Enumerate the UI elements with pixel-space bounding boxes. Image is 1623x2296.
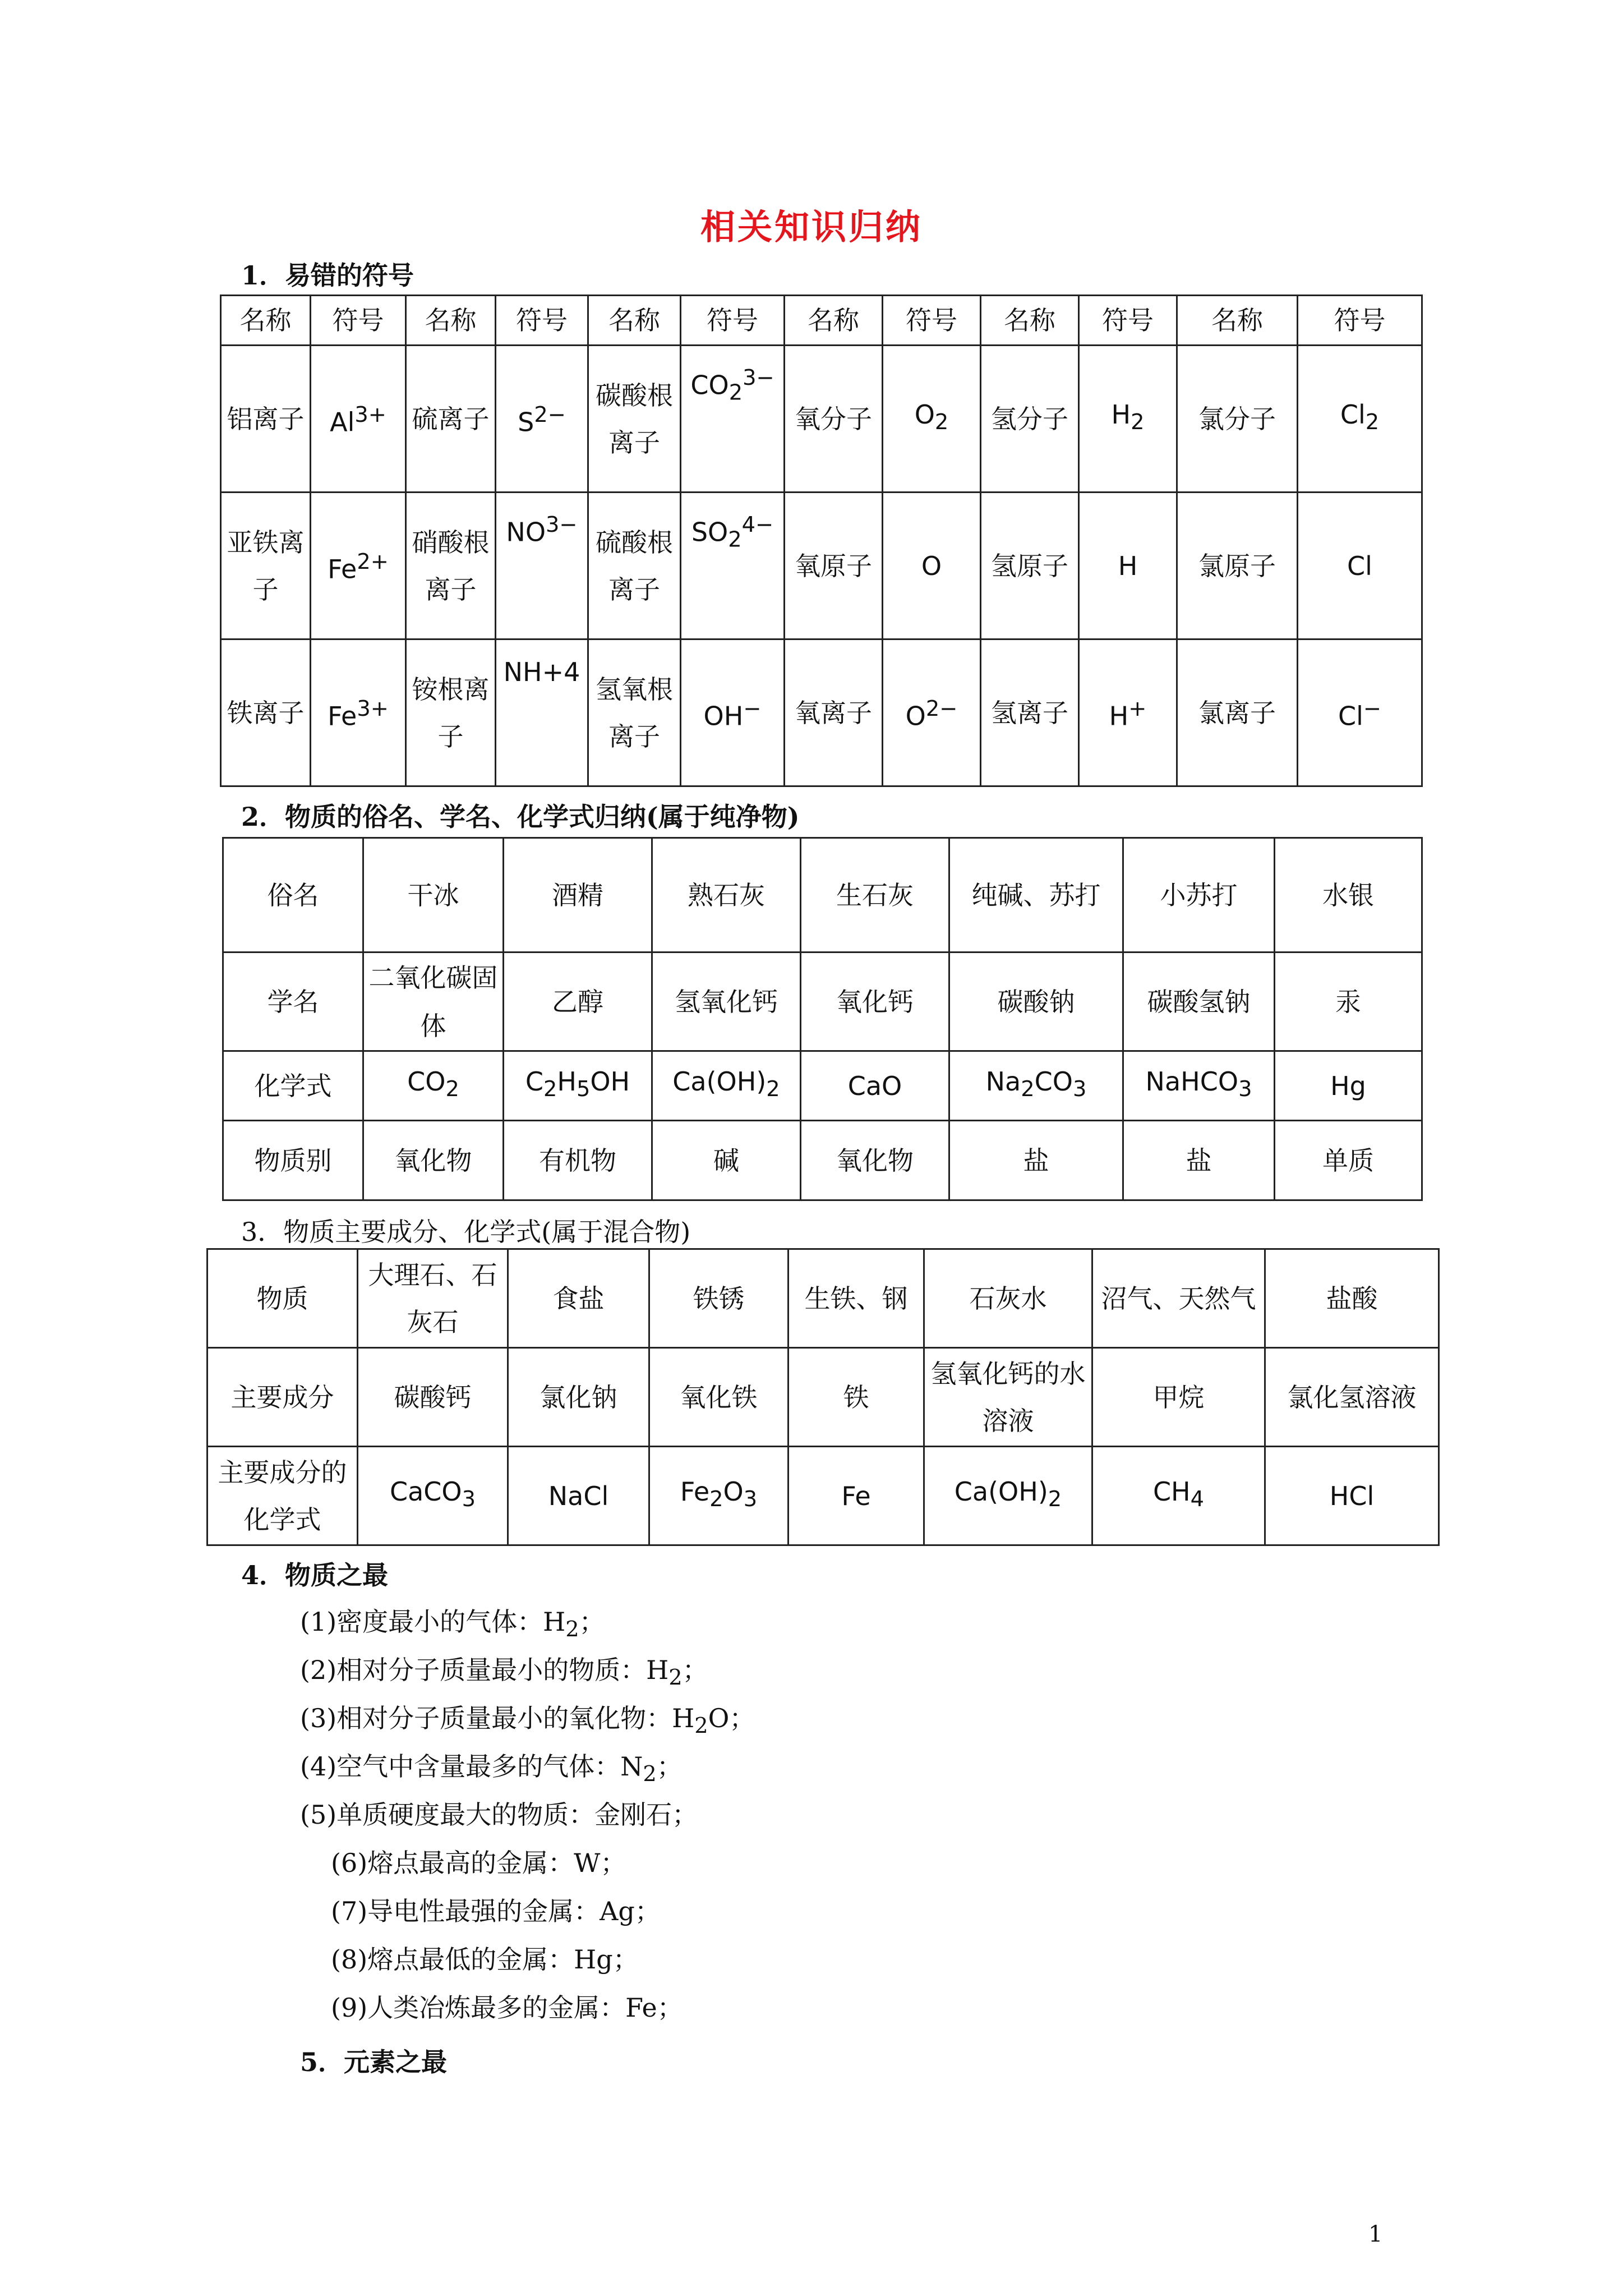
symbol-cell: 氢原子: [981, 493, 1079, 639]
mixture-cell: 氯化钠: [508, 1348, 649, 1447]
symbol-header-cell: 名称: [221, 296, 311, 346]
section3-heading: 3．物质主要成分、化学式(属于混合物): [241, 1217, 691, 1247]
mixture-cell: 盐酸: [1265, 1249, 1439, 1348]
page-number: 1: [1368, 2221, 1383, 2247]
symbol-cell: 铝离子: [221, 346, 311, 493]
pure-substance-cell: 小苏打: [1123, 838, 1275, 953]
mixture-cell: Fe: [789, 1447, 924, 1545]
symbol-cell: 氧原子: [785, 493, 883, 639]
superlative-item: (8)熔点最低的金属：Hg；: [331, 1944, 639, 1975]
symbol-cell: 氢氧根离子: [588, 639, 681, 786]
symbol-cell: 氧离子: [785, 639, 883, 786]
mixture-cell: CaCO$_3$: [358, 1447, 508, 1545]
pure-substance-cell: 熟石灰: [652, 838, 801, 953]
pure-substance-cell: 化学式: [223, 1051, 363, 1121]
symbol-cell: H: [1079, 493, 1177, 639]
pure-substance-cell: 物质别: [223, 1121, 363, 1200]
mixture-cell: 铁: [789, 1348, 924, 1447]
pure-substance-cell: $Na_2CO_3$: [949, 1051, 1123, 1121]
pure-substance-cell: 氧化物: [363, 1121, 504, 1200]
symbol-cell: $NO^{3-}$: [496, 493, 588, 639]
symbol-cell: 氢离子: [981, 639, 1079, 786]
pure-substance-cell: 生石灰: [801, 838, 949, 953]
symbol-cell: $O_2$: [883, 346, 981, 493]
symbol-cell: 氢分子: [981, 346, 1079, 493]
superlative-item: (6)熔点最高的金属：W；: [331, 1848, 626, 1878]
symbol-header-cell: 符号: [1298, 296, 1422, 346]
mixture-cell: HCl: [1265, 1447, 1439, 1545]
symbol-header-cell: 名称: [1177, 296, 1298, 346]
symbol-header-cell: 符号: [883, 296, 981, 346]
symbol-header-cell: 符号: [496, 296, 588, 346]
pure-substance-cell: 乙醇: [504, 953, 652, 1051]
section5-heading: 5．元素之最: [300, 2047, 448, 2077]
superlative-item: (4)空气中含量最多的气体：$N_2$；: [300, 1751, 683, 1787]
page-title: 相关知识归纳: [700, 206, 923, 247]
symbol-header-cell: 符号: [1079, 296, 1177, 346]
mixture-cell: 碳酸钙: [358, 1348, 508, 1447]
pure-substance-cell: 汞: [1275, 953, 1422, 1051]
pure-substance-cell: 纯碱、苏打: [949, 838, 1123, 953]
pure-substance-cell: 盐: [949, 1121, 1123, 1200]
section2-heading: 2．物质的俗名、学名、化学式归纳(属于纯净物): [241, 802, 800, 832]
mixture-cell: 氯化氢溶液: [1265, 1348, 1439, 1447]
superlative-item: (7)导电性最强的金属：Ag；: [331, 1896, 661, 1926]
mixture-cell: $Fe_2O_3$: [649, 1447, 789, 1545]
symbol-cell: Cl: [1298, 493, 1422, 639]
symbol-cell: $Fe^{2+}$: [311, 493, 406, 639]
pure-substance-cell: $Ca(OH)_2$: [652, 1051, 801, 1121]
mixture-cell: 氢氧化钙的水溶液: [924, 1348, 1092, 1447]
mixture-cell: 大理石、石灰石: [358, 1249, 508, 1348]
symbol-cell: $SO_2^{4-}$: [681, 493, 785, 639]
pure-substance-cell: 二氧化碳固体: [363, 953, 504, 1051]
pure-substance-cell: 碱: [652, 1121, 801, 1200]
symbol-cell: 氯离子: [1177, 639, 1298, 786]
symbol-cell: O: [883, 493, 981, 639]
mixture-cell: 氧化铁: [649, 1348, 789, 1447]
symbol-cell: 铵根离子: [406, 639, 496, 786]
section1-heading: 1．易错的符号: [241, 260, 414, 291]
pure-substance-cell: 氧化物: [801, 1121, 949, 1200]
symbol-cell: $CO_2^{3-}$: [681, 346, 785, 493]
mixture-table: [206, 1248, 1440, 1546]
symbol-cell: $Al^{3+}$: [311, 346, 406, 493]
mixture-cell: 食盐: [508, 1249, 649, 1348]
mixture-cell: 铁锈: [649, 1249, 789, 1348]
pure-substance-cell: 氢氧化钙: [652, 953, 801, 1051]
pure-substance-cell: 碳酸氢钠: [1123, 953, 1275, 1051]
pure-substance-cell: 水银: [1275, 838, 1422, 953]
mixture-cell: NaCl: [508, 1447, 649, 1545]
symbol-cell: 亚铁离子: [221, 493, 311, 639]
pure-substance-cell: 氧化钙: [801, 953, 949, 1051]
mixture-cell: 甲烷: [1092, 1348, 1265, 1447]
symbol-header-cell: 符号: [311, 296, 406, 346]
mixture-cell: 生铁、钢: [789, 1249, 924, 1348]
pure-substance-cell: $C_2H_5OH$: [504, 1051, 652, 1121]
pure-substance-cell: CaO: [801, 1051, 949, 1121]
pure-substance-cell: 碳酸钠: [949, 953, 1123, 1051]
mixture-cell: 石灰水: [924, 1249, 1092, 1348]
pure-substance-cell: $CO_2$: [363, 1051, 504, 1121]
symbol-cell: 氯原子: [1177, 493, 1298, 639]
symbol-cell: $H_2$: [1079, 346, 1177, 493]
pure-substance-cell: 盐: [1123, 1121, 1275, 1200]
superlative-item: (2)相对分子质量最小的物质：$H_2$；: [300, 1655, 708, 1691]
superlative-item: (9)人类冶炼最多的金属：Fe；: [331, 1993, 683, 2023]
pure-substance-cell: 干冰: [363, 838, 504, 953]
symbol-header-cell: 符号: [681, 296, 785, 346]
symbol-cell: 铁离子: [221, 639, 311, 786]
symbol-cell: Cl−: [1298, 639, 1422, 786]
mixture-cell: 物质: [208, 1249, 358, 1348]
symbol-header-cell: 名称: [588, 296, 681, 346]
symbol-cell: 硫离子: [406, 346, 496, 493]
pure-substance-cell: NaHCO$_3$: [1123, 1051, 1275, 1121]
symbol-cell: $O^{2-}$: [883, 639, 981, 786]
pure-substance-cell: Hg: [1275, 1051, 1422, 1121]
mixture-cell: $CH_4$: [1092, 1447, 1265, 1545]
pure-substance-table: [222, 837, 1423, 1201]
pure-substance-cell: 有机物: [504, 1121, 652, 1200]
symbol-cell: H+: [1079, 639, 1177, 786]
symbol-cell: 硫酸根离子: [588, 493, 681, 639]
symbol-header-cell: 名称: [406, 296, 496, 346]
pure-substance-cell: 单质: [1275, 1121, 1422, 1200]
superlative-item: (3)相对分子质量最小的氧化物：$H_2O$；: [300, 1703, 755, 1739]
pure-substance-cell: 学名: [223, 953, 363, 1051]
symbol-header-cell: 名称: [785, 296, 883, 346]
symbol-cell: 氯分子: [1177, 346, 1298, 493]
mixture-cell: 主要成分的化学式: [208, 1447, 358, 1545]
symbols-table: [220, 295, 1423, 787]
pure-substance-cell: 酒精: [504, 838, 652, 953]
symbol-cell: 氧分子: [785, 346, 883, 493]
symbol-cell: $Fe^{3+}$: [311, 639, 406, 786]
superlative-item: (5)单质硬度最大的物质：金刚石；: [300, 1800, 698, 1830]
symbol-header-cell: 名称: [981, 296, 1079, 346]
mixture-cell: $Ca(OH)_2$: [924, 1447, 1092, 1545]
pure-substance-cell: 俗名: [223, 838, 363, 953]
symbol-cell: 碳酸根离子: [588, 346, 681, 493]
symbol-cell: 硝酸根离子: [406, 493, 496, 639]
section4-heading: 4．物质之最: [241, 1560, 389, 1590]
symbol-cell: $Cl_2$: [1298, 346, 1422, 493]
mixture-cell: 沼气、天然气: [1092, 1249, 1265, 1348]
mixture-cell: 主要成分: [208, 1348, 358, 1447]
symbol-cell: $S^{2-}$: [496, 346, 588, 493]
symbol-cell: NH+4: [496, 639, 588, 786]
symbol-cell: OH−: [681, 639, 785, 786]
superlative-item: (1)密度最小的气体：$H_2$；: [300, 1607, 605, 1642]
